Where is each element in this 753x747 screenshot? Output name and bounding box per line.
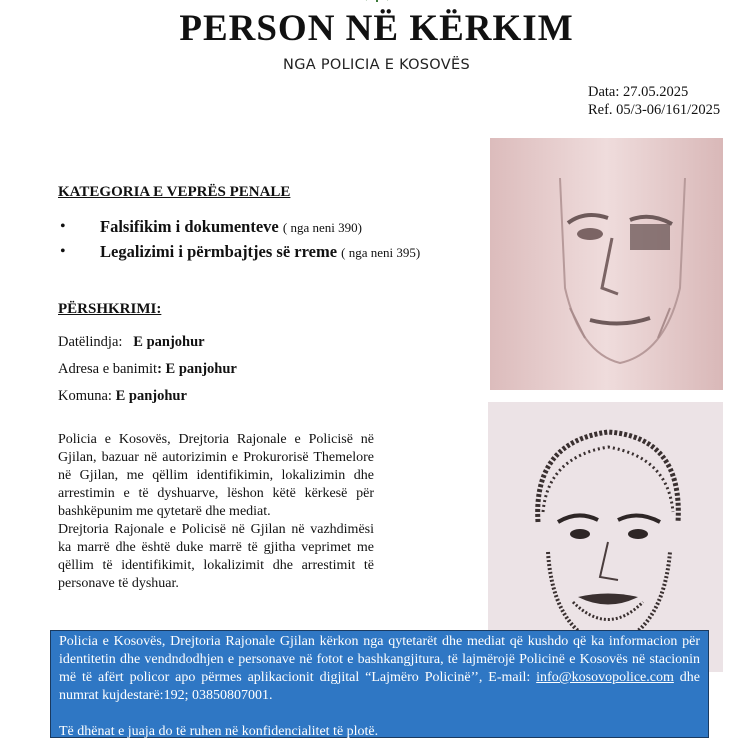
notice-text-before: Policia e Kosovës, Drejtoria Rajonale Gjilan kërkon nga qytetarët dhe mediat që kushdo që ka informacion për identitetin dhe vendndodhjen e personave në fotot e bashkangjitura, të lajmërojë Policinë e Kosovës në stacionin më të afërt policor apo përmes aplikacionit digjital “Lajmëro Policinë’’, E-mail: — [59, 634, 700, 685]
contact-notice-box — [50, 630, 709, 738]
page-title: PERSON NË KËRKIM — [179, 8, 574, 49]
suspect-photo-1 — [490, 138, 723, 390]
field-address — [58, 360, 237, 378]
police-emblem-icon — [355, 0, 399, 6]
description-paragraph: Policia e Kosovës, Drejtoria Rajonale e Policisë në Gjilan, bazuar në autorizimin e Prokurorisë Themelore në Gjilan, me qëllim identifikimin, lokalizimin dhe arrestimin e të dyshuarve, lëshon këtë kërkesë për bashkëpunim me qytetarë dhe mediat. — [58, 432, 374, 519]
field-label: Datëlindja: — [58, 334, 123, 350]
crime-item — [58, 215, 420, 240]
document-date: Data: 27.05.2025 — [588, 84, 689, 100]
crime-article: ( nga neni 390) — [282, 220, 362, 235]
page-subtitle: NGA POLICIA E KOSOVËS — [283, 57, 470, 73]
crime-name: Legalizimi i përmbajtjes së rreme — [100, 242, 338, 261]
field-value: E panjohur — [133, 334, 205, 350]
field-birthdate — [58, 333, 205, 351]
description-paragraph: Drejtoria Rajonale e Policisë në Gjilan në vazhdimësi ka marrë dhe është duke marrë të gjitha veprimet me qëllim të identifikimit, lokalizimit dhe arrestimit të personave të dyshuar. — [58, 522, 374, 591]
category-heading: KATEGORIA E VEPRËS PENALE — [58, 184, 291, 200]
email-link[interactable]: info@kosovopolice.com — [536, 670, 674, 685]
document-reference: Ref. 05/3-06/161/2025 — [588, 102, 721, 118]
description-body — [58, 431, 374, 593]
notice-text — [59, 633, 700, 705]
field-label: Komuna: — [58, 388, 112, 404]
crime-list — [58, 215, 420, 265]
field-municipality — [58, 387, 187, 405]
field-label: Adresa e banimit — [58, 361, 158, 377]
confidentiality-note: Të dhënat e juaja do të ruhen në konfidencialitet të plotë. — [59, 724, 379, 739]
crime-item — [58, 240, 420, 265]
notice-text-after: dhe numrat kujdestarë:192; 03850807001. — [59, 670, 700, 703]
field-value: : E panjohur — [157, 361, 237, 377]
crime-name: Falsifikim i dokumenteve — [100, 217, 279, 236]
crime-article: ( nga neni 395) — [341, 245, 421, 260]
description-heading: PËRSHKRIMI: — [58, 301, 162, 317]
field-value: E panjohur — [115, 388, 187, 404]
